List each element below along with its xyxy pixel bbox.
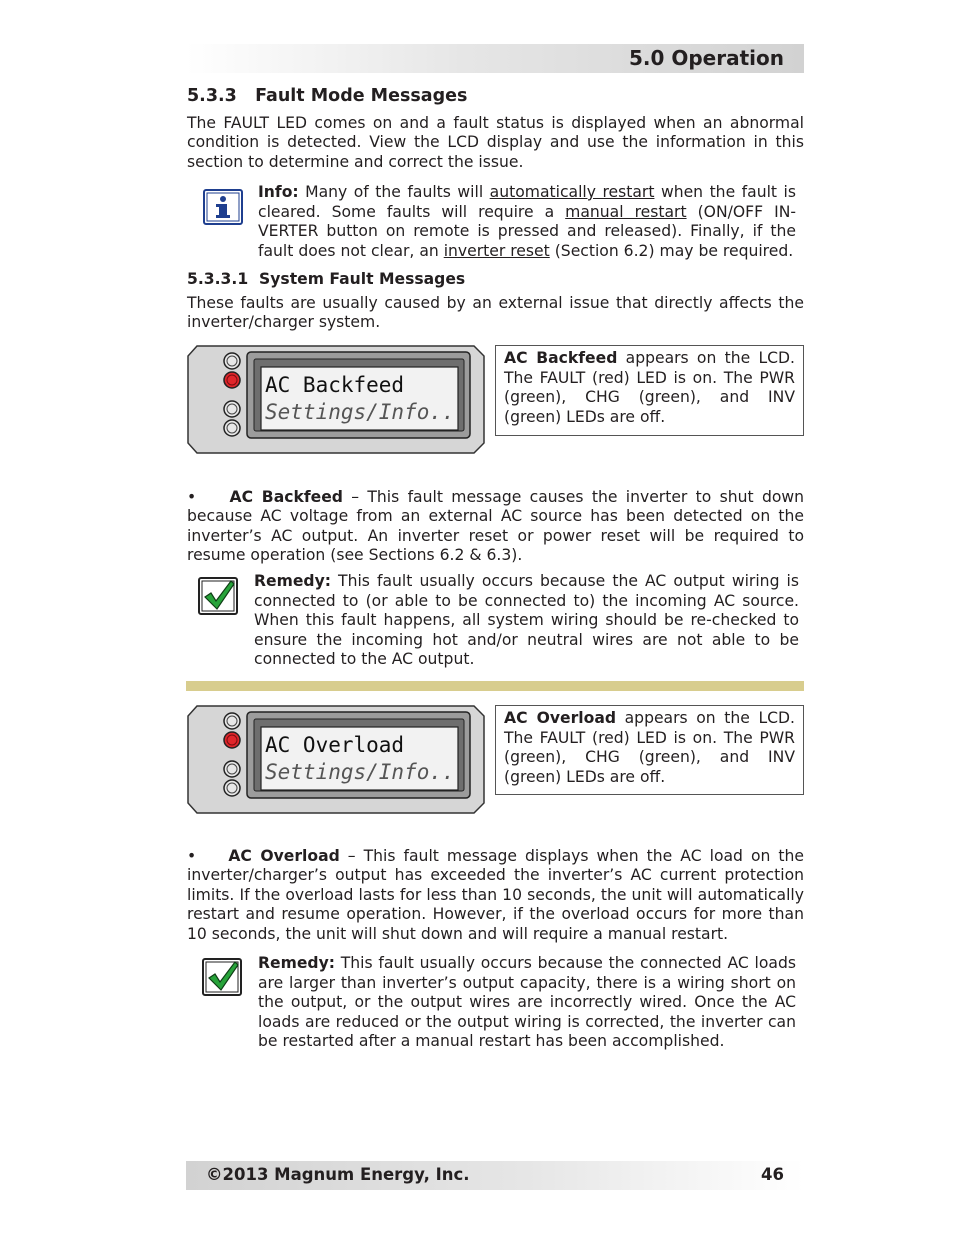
desc-fault-name: AC Backfeed bbox=[504, 349, 618, 367]
remote-panel-ac-backfeed bbox=[187, 345, 485, 453]
subsection-intro: These faults are usually caused by an external issue that directly affects the inverter/charger system. bbox=[187, 294, 804, 332]
lcd-line-1: AC Backfeed bbox=[265, 373, 405, 397]
inv-led bbox=[224, 780, 240, 796]
desc-fault-name: AC Overload bbox=[504, 709, 617, 727]
remedy-text: This fault usually occurs because the AC output wiring is connected to (or able to be connected to) the incoming AC source. When this fault happens, all system wiring should be re-checked to ensure the incoming hot and/or neutral wires are not able to be connected to the AC output. bbox=[254, 572, 799, 668]
section-header-title: 5.0 Operation bbox=[628, 46, 784, 70]
footer-copyright: ©2013 Magnum Energy, Inc. bbox=[206, 1165, 470, 1184]
subsection-title: 5.3.3.1 System Fault Messages bbox=[187, 270, 466, 288]
checkmark-icon bbox=[198, 577, 238, 615]
remedy-label: Remedy: bbox=[254, 572, 331, 590]
fault-led bbox=[224, 732, 240, 748]
chg-led bbox=[224, 401, 240, 417]
bullet-fault-name: AC Overload bbox=[228, 847, 340, 865]
fault-bullet-ac-overload bbox=[187, 847, 804, 944]
info-text-4: (Section 6.2) may be required. bbox=[549, 241, 794, 260]
section-title: 5.3.3 Fault Mode Messages bbox=[187, 86, 468, 106]
fault-bullet-ac-backfeed bbox=[187, 488, 804, 566]
link-manual-restart[interactable]: manual restart bbox=[565, 202, 687, 221]
section-intro: The FAULT LED comes on and a fault status is displayed when an abnormal condition is detected. View the LCD display and use the information in this section to determine and correct the issue. bbox=[187, 114, 804, 171]
desc-text: appears on the LCD. The FAULT (red) LED is on. The PWR (green), CHG (green), and INV (green) LEDs are off. bbox=[504, 349, 796, 426]
link-inverter-reset[interactable]: inverter reset bbox=[443, 241, 550, 260]
pwr-led bbox=[224, 713, 240, 729]
bullet-fault-name: AC Backfeed bbox=[229, 488, 343, 506]
info-text-3: (ON/OFF IN-VERTER button on remote is pressed and released). Finally, if the fault does not clear, an bbox=[258, 202, 797, 260]
info-text-2: when the fault is cleared. Some faults will require a bbox=[258, 183, 796, 221]
info-text-1: Many of the faults will bbox=[298, 183, 490, 201]
fault-description-box bbox=[495, 345, 804, 436]
bullet-text: – This fault message displays when the AC load on the inverter/charger’s output has exceeded the inverter’s AC current protection limits. If the overload lasts for less than 10 seconds, the unit will automatically restart and resume operation. However, if the overload occurs for more than 10 seconds, the unit will shut down and will require a manual restart. bbox=[187, 847, 805, 943]
remedy-note-ac-overload bbox=[258, 954, 796, 1052]
info-icon bbox=[203, 189, 239, 225]
remedy-label: Remedy: bbox=[258, 954, 335, 972]
bullet-text: – This fault message causes the inverter to shut down because AC voltage from an external AC source has been detected on the inverter’s AC output. An inverter reset or power reset will be required to resume operation (see Sections 6.2 & 6.3). bbox=[187, 488, 805, 565]
section-header-bar bbox=[186, 44, 804, 73]
remedy-note-ac-backfeed bbox=[254, 572, 799, 670]
fault-led bbox=[224, 372, 240, 388]
desc-text: appears on the LCD. The FAULT (red) LED is on. The PWR (green), CHG (green), and INV (green) LEDs are off. bbox=[504, 709, 795, 786]
footer-bar bbox=[186, 1161, 804, 1190]
bullet-symbol: • bbox=[187, 847, 197, 865]
lcd-line-2: Settings/Info.. bbox=[265, 760, 455, 784]
checkmark-icon bbox=[202, 958, 242, 996]
remote-panel-ac-overload bbox=[187, 705, 485, 813]
section-divider bbox=[186, 681, 804, 691]
pwr-led bbox=[224, 353, 240, 369]
fault-description-box bbox=[495, 705, 804, 795]
page-number: 46 bbox=[761, 1165, 784, 1184]
bullet-symbol: • bbox=[187, 488, 197, 506]
chg-led bbox=[224, 761, 240, 777]
lcd-line-2: Settings/Info.. bbox=[265, 400, 455, 424]
link-automatic-restart[interactable]: automatically restart bbox=[489, 183, 655, 201]
info-label: Info: bbox=[258, 183, 299, 201]
info-note bbox=[258, 183, 796, 261]
remedy-text: This fault usually occurs because the connected AC loads are larger than inverter’s output capacity, there is a wiring short on the output, or the output wires are incorrectly wired. Once the AC loads are reduced or the output wiring is corrected, the inverter can be restarted after a manual restart has been accomplished. bbox=[258, 954, 796, 1050]
inv-led bbox=[224, 420, 240, 436]
lcd-line-1: AC Overload bbox=[265, 733, 405, 757]
